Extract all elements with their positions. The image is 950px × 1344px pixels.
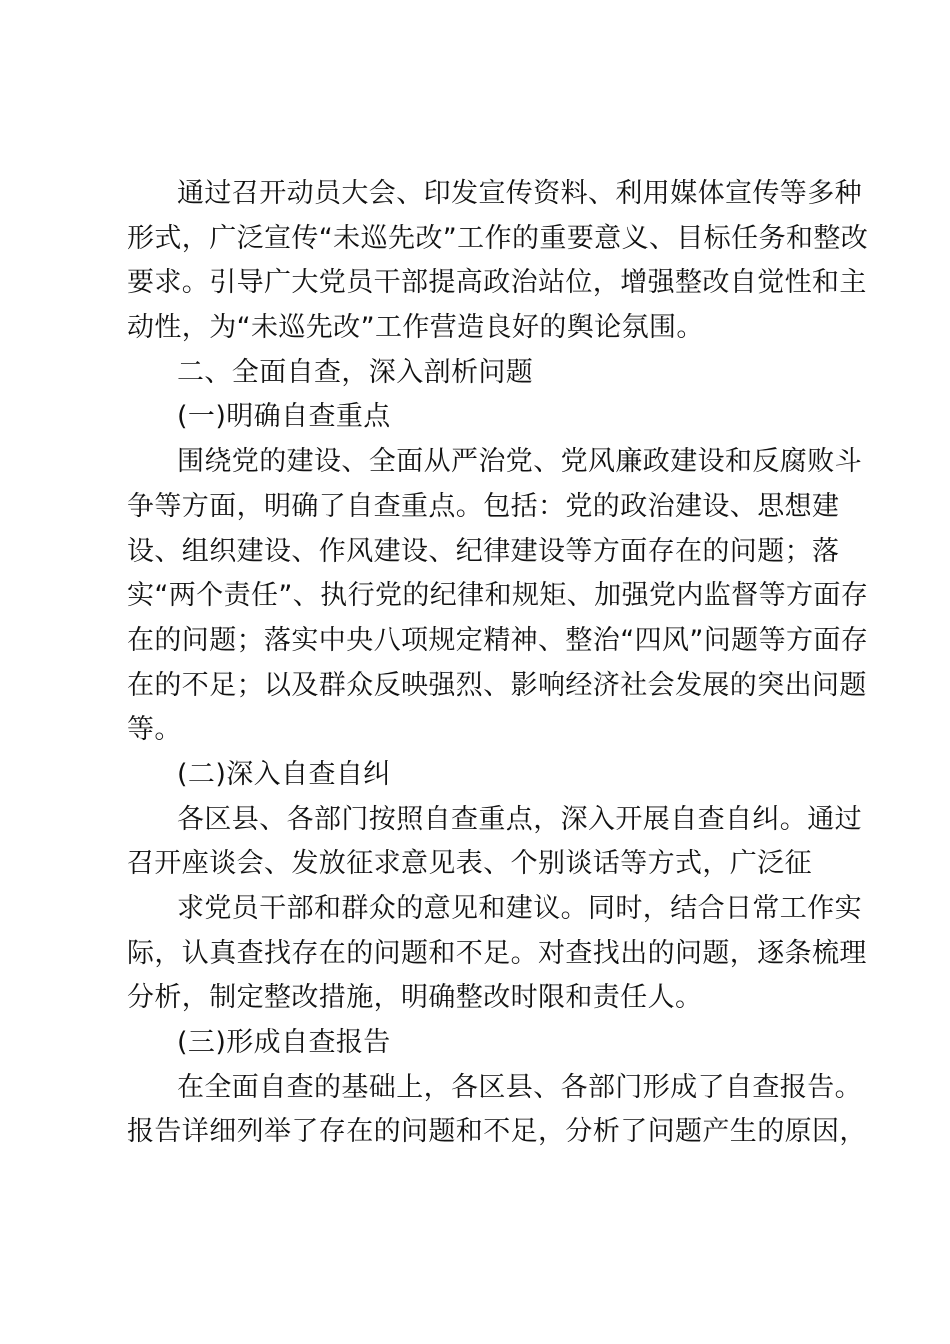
text-line: 实“两个责任”、执行党的纪律和规矩、加强党内监督等方面存	[127, 580, 869, 612]
text-line: 报告详细列举了存在的问题和不足，分析了问题产生的原因，	[127, 1116, 867, 1148]
text-line: 设、组织建设、作风建设、纪律建设等方面存在的问题；落	[127, 535, 840, 567]
text-line: 争等方面，明确了自查重点。包括：党的政治建设、思想建	[127, 490, 840, 522]
text-line: 围绕党的建设、全面从严治党、党风廉政建设和反腐败斗	[177, 446, 862, 478]
text-line: 要求。引导广大党员干部提高政治站位，增强整改自觉性和主	[127, 267, 867, 299]
text-line: 形式，广泛宣传“未巡先改”工作的重要意义、目标任务和整改	[127, 222, 869, 254]
text-line: 召开座谈会、发放征求意见表、个别谈话等方式，广泛征	[127, 848, 812, 880]
text-line: 二、全面自查，深入剖析问题	[177, 356, 534, 388]
text-line: 在的问题；落实中央八项规定精神、整治“四风”问题等方面存	[127, 624, 869, 656]
text-line: 在的不足；以及群众反映强烈、影响经济社会发展的突出问题	[127, 669, 867, 701]
document-body	[127, 172, 869, 1155]
text-line: 际，认真查找存在的问题和不足。对查找出的问题，逐条梳理	[127, 937, 867, 969]
text-line: 分析，制定整改措施，明确整改时限和责任人。	[127, 982, 703, 1014]
text-line: 动性，为“未巡先改”工作营造良好的舆论氛围。	[127, 312, 704, 344]
text-line: 等。	[127, 714, 182, 746]
text-line: 求党员干部和群众的意见和建议。同时，结合日常工作实	[177, 893, 862, 924]
text-line: 各区县、各部门按照自查重点，深入开展自查自纠。通过	[177, 803, 862, 835]
text-line: (三)形成自查报告	[177, 1027, 391, 1059]
text-line: 通过召开动员大会、印发宣传资料、利用媒体宣传等多种	[177, 178, 862, 209]
text-line: (一)明确自查重点	[177, 401, 391, 433]
text-line: 在全面自查的基础上，各区县、各部门形成了自查报告。	[177, 1071, 862, 1103]
text-line: (二)深入自查自纠	[177, 758, 391, 790]
